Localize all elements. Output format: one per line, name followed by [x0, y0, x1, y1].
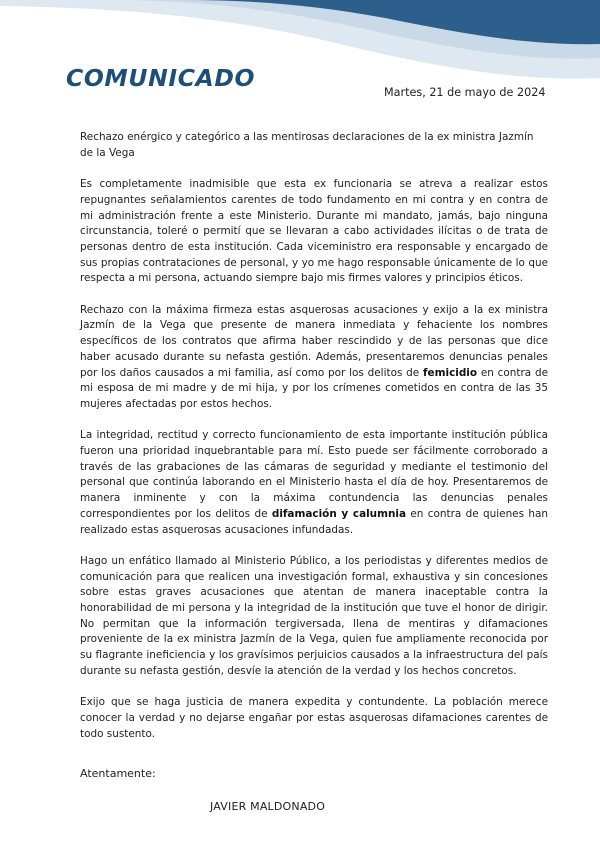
- paragraph-4: Hago un enfático llamado al Ministerio Público, a los periodistas y diferentes medios de comunicación para que realicen una investigación formal, exhaustiva y sin concesiones sobre estas graves acusaciones que atentan de manera inaceptable contra la honorabilidad de mi persona y la integridad de la institución que tuve el honor de dirigir. No permitan que la información tergiversada, llena de mentiras y difamaciones proveniente de la ex ministra Jazmín de la Vega, quien fue ampliamente reconocida por su flagrante ineficiencia y los gravísimos perjuicios causados a la infraestructura del país durante su nefasta gestión, desvíe la atención de la verdad y los hechos concretos.: [80, 554, 548, 677]
- document-title: COMUNICADO: [66, 64, 256, 92]
- paragraph-3-bold-term: difamación y calumnia: [271, 507, 407, 520]
- paragraph-2-text-b: en contra de mi esposa de mi madre y de mi hija, y por los crímenes cometidos en contra de las 35 mujeres afectadas por estos hechos.: [80, 366, 548, 410]
- paragraph-3-text-b: en contra de quienes han realizado estas asquerosas acusaciones infundadas.: [80, 507, 549, 536]
- paragraph-5: Exijo que se haga justicia de manera expedita y contundente. La población merece conocer la verdad y no dejarse engañar por estas asquerosas difamaciones carentes de todo sustento.: [80, 696, 548, 740]
- document-date: Martes, 21 de mayo de 2024: [384, 86, 546, 99]
- subject-line: Rechazo enérgico y categórico a las mentirosas declaraciones de la ex ministra Jazmín de la Vega: [80, 131, 534, 159]
- paragraph-3: [80, 428, 548, 538]
- paragraph-2-bold-term: femicidio: [423, 366, 478, 379]
- paragraph-1: Es completamente inadmisible que esta ex funcionaria se atreva a realizar estos repugnantes señalamientos carentes de todo fundamento en mi contra y en contra de mi administración frente a este Ministerio. Durante mi mandato, jamás, bajo ninguna circunstancia, toleré o permití que se llevaran a cabo actividades ilícitas o de trata de personas dentro de esta institución. Cada viceministro era responsable y encargado de sus propias contrataciones de personal, y yo me hago responsable únicamente de lo que respecta a mi persona, actuando siempre bajo mis firmes valores y principios éticos.: [80, 178, 548, 285]
- paragraph-2-text-a: Rechazo con la máxima firmeza estas asquerosas acusaciones y exijo a la ex ministra Jazmín de la Vega que presente de manera inmediata y fehaciente los nombres específicos de los contratos que afirma haber rescindido y de las personas que dice haber acusado durante su nefasta gestión. Además, presentaremos denuncias penales por los daños causados a mi familia, así como por los delitos de: [80, 303, 548, 379]
- closing-salutation: Atentamente:: [80, 767, 156, 780]
- signatory-name: JAVIER MALDONADO: [210, 800, 326, 813]
- paragraph-3-text-a: La integridad, rectitud y correcto funcionamiento de esta importante institución pública fueron una prioridad inquebrantable para mí. Esto puede ser fácilmente corroborado a través de las grabaciones de las cámaras de seguridad y mediante el testimonio del personal que continúa laborando en el Ministerio hasta el día de hoy. Presentaremos de manera inminente y con la máxima contundencia las denuncias penales correspondientes por los delitos de: [80, 429, 548, 520]
- paragraph-2: [80, 303, 548, 413]
- document-body: [80, 130, 548, 758]
